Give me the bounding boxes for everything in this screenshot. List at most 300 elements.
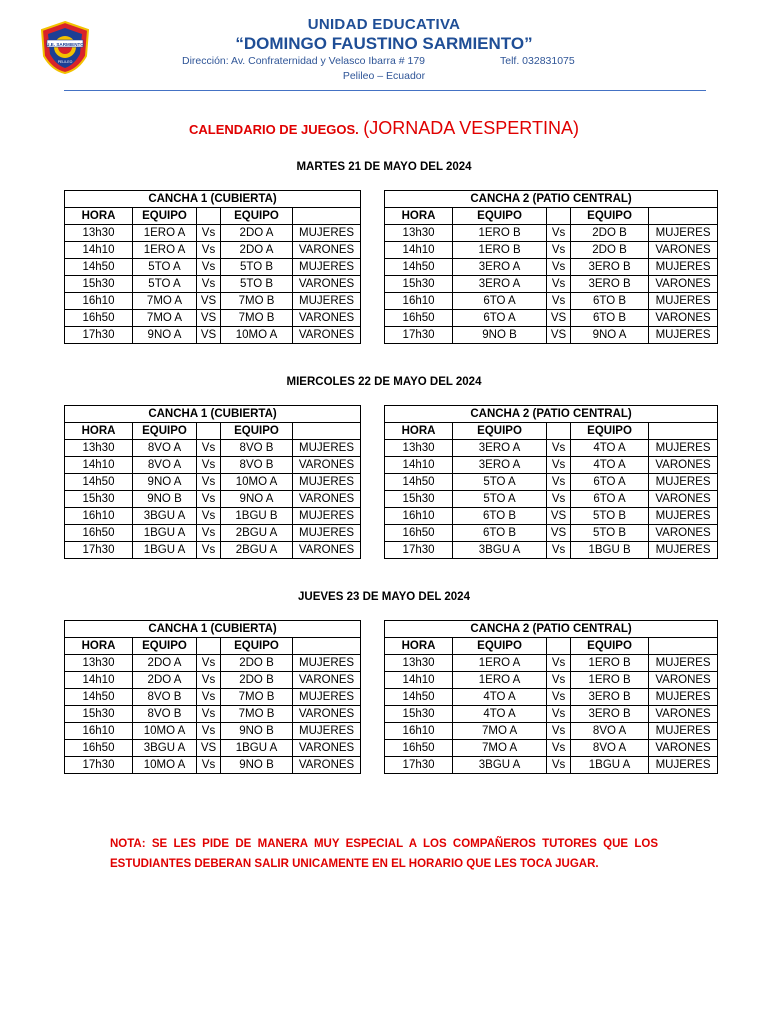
- empty-header: [197, 208, 221, 225]
- table-cell: MUJERES: [649, 259, 718, 276]
- table-cell: Vs: [197, 491, 221, 508]
- table-cell: MUJERES: [293, 225, 361, 242]
- table-cell: VS: [547, 310, 571, 327]
- table-cell: VARONES: [293, 276, 361, 293]
- table-cell: 1ERO A: [133, 242, 197, 259]
- table-cell: 17h30: [385, 327, 453, 344]
- table-cell: Vs: [197, 225, 221, 242]
- table-row: [65, 689, 718, 706]
- table-cell: MUJERES: [649, 655, 718, 672]
- table-cell: 3ERO B: [571, 276, 649, 293]
- spacer-cell: [361, 191, 385, 208]
- table-cell: 1BGU B: [571, 542, 649, 559]
- table-cell: Vs: [197, 706, 221, 723]
- table-cell: 13h30: [385, 655, 453, 672]
- table-row: [65, 757, 718, 774]
- table-cell: Vs: [547, 542, 571, 559]
- table-cell: 5TO B: [221, 276, 293, 293]
- table-cell: 7MO A: [133, 293, 197, 310]
- title-prefix: CALENDARIO DE JUEGOS.: [189, 122, 359, 137]
- cancha2-header: CANCHA 2 (PATIO CENTRAL): [385, 406, 718, 423]
- table-cell: MUJERES: [649, 293, 718, 310]
- table-cell: MUJERES: [649, 689, 718, 706]
- table-row: [65, 491, 718, 508]
- spacer-cell: [361, 327, 385, 344]
- spacer-cell: [361, 293, 385, 310]
- table-cell: 16h10: [385, 508, 453, 525]
- spacer-cell: [361, 525, 385, 542]
- cancha1-header: CANCHA 1 (CUBIERTA): [65, 191, 361, 208]
- table-row: [65, 672, 718, 689]
- table-cell: 9NO A: [221, 491, 293, 508]
- table-cell: Vs: [197, 689, 221, 706]
- document-title: [0, 118, 768, 139]
- table-cell: 1ERO A: [453, 655, 547, 672]
- table-cell: Vs: [197, 672, 221, 689]
- table-cell: 8VO A: [133, 440, 197, 457]
- note: NOTA: SE LES PIDE DE MANERA MUY ESPECIAL A LOS COMPAÑEROS TUTORES QUE LOS ESTUDIANTES DEBERAN SALIR UNICAMENTE EN EL HORARIO QUE LES TOCA JUGAR.: [110, 838, 658, 870]
- table-cell: Vs: [547, 655, 571, 672]
- table-row: [65, 293, 718, 310]
- table-cell: 15h30: [385, 491, 453, 508]
- table-cell: Vs: [197, 457, 221, 474]
- table-cell: 9NO B: [133, 491, 197, 508]
- table-cell: 17h30: [385, 757, 453, 774]
- table-cell: 4TO A: [453, 706, 547, 723]
- table-cell: 1BGU A: [571, 757, 649, 774]
- table-row: [65, 310, 718, 327]
- table-cell: 8VO A: [571, 723, 649, 740]
- empty-header: [293, 208, 361, 225]
- spacer-cell: [361, 225, 385, 242]
- school-address: Dirección: Av. Confraternidad y Velasco Ibarra # 179: [182, 55, 425, 67]
- table-cell: VARONES: [649, 740, 718, 757]
- table-row: [65, 525, 718, 542]
- table-cell: 3ERO A: [453, 259, 547, 276]
- table-cell: 6TO B: [453, 525, 547, 542]
- table-cell: 1ERO A: [453, 672, 547, 689]
- column-header: EQUIPO: [221, 638, 293, 655]
- table-cell: VARONES: [649, 491, 718, 508]
- table-cell: Vs: [547, 723, 571, 740]
- column-header: EQUIPO: [221, 208, 293, 225]
- table-cell: VS: [197, 293, 221, 310]
- table-cell: 15h30: [65, 276, 133, 293]
- spacer-cell: [361, 423, 385, 440]
- column-header: HORA: [385, 638, 453, 655]
- table-cell: 1ERO B: [571, 672, 649, 689]
- table-cell: 5TO B: [571, 508, 649, 525]
- table-row: [65, 276, 718, 293]
- spacer-cell: [361, 542, 385, 559]
- table-cell: VARONES: [293, 327, 361, 344]
- table-cell: 14h10: [65, 672, 133, 689]
- table-cell: 16h50: [65, 525, 133, 542]
- school-type: UNIDAD EDUCATIVA: [307, 16, 461, 33]
- table-cell: VARONES: [293, 740, 361, 757]
- table-header-row: [65, 191, 718, 208]
- table-cell: 1ERO B: [453, 225, 547, 242]
- table-cell: 6TO A: [453, 293, 547, 310]
- column-header: EQUIPO: [221, 423, 293, 440]
- column-header: EQUIPO: [133, 423, 197, 440]
- table-cell: 7MO A: [133, 310, 197, 327]
- table-column-row: [65, 208, 718, 225]
- empty-header: [197, 638, 221, 655]
- table-cell: 2DO A: [133, 655, 197, 672]
- table-row: [65, 655, 718, 672]
- table-cell: Vs: [197, 542, 221, 559]
- column-header: EQUIPO: [453, 423, 547, 440]
- table-row: [65, 242, 718, 259]
- table-cell: Vs: [197, 723, 221, 740]
- table-cell: MUJERES: [649, 508, 718, 525]
- spacer-cell: [361, 757, 385, 774]
- empty-header: [649, 638, 718, 655]
- table-cell: 13h30: [65, 225, 133, 242]
- table-cell: VARONES: [649, 242, 718, 259]
- school-name: “DOMINGO FAUSTINO SARMIENTO”: [235, 34, 533, 53]
- table-cell: 6TO B: [453, 508, 547, 525]
- table-cell: MUJERES: [293, 440, 361, 457]
- table-cell: Vs: [547, 672, 571, 689]
- table-cell: 13h30: [385, 440, 453, 457]
- table-cell: 2BGU A: [221, 525, 293, 542]
- table-cell: 14h10: [65, 242, 133, 259]
- spacer-cell: [361, 406, 385, 423]
- spacer-cell: [361, 655, 385, 672]
- spacer-cell: [361, 638, 385, 655]
- schedule-table: [64, 190, 718, 344]
- table-cell: 14h50: [385, 259, 453, 276]
- table-cell: VARONES: [649, 276, 718, 293]
- table-cell: 3ERO B: [571, 706, 649, 723]
- table-cell: 8VO B: [133, 706, 197, 723]
- table-cell: Vs: [197, 276, 221, 293]
- table-cell: 17h30: [65, 542, 133, 559]
- table-cell: VS: [547, 327, 571, 344]
- spacer-cell: [361, 689, 385, 706]
- table-cell: 17h30: [65, 757, 133, 774]
- table-cell: VS: [197, 310, 221, 327]
- spacer-cell: [361, 491, 385, 508]
- table-cell: VS: [197, 327, 221, 344]
- table-cell: 9NO A: [133, 327, 197, 344]
- spacer-cell: [361, 706, 385, 723]
- table-cell: MUJERES: [293, 259, 361, 276]
- table-cell: VARONES: [649, 672, 718, 689]
- crest-text: U.E. SARMIENTO: [46, 42, 84, 47]
- table-cell: MUJERES: [649, 474, 718, 491]
- table-cell: 16h50: [385, 740, 453, 757]
- table-cell: MUJERES: [649, 327, 718, 344]
- table-row: [65, 327, 718, 344]
- table-column-row: [65, 423, 718, 440]
- empty-header: [649, 208, 718, 225]
- table-cell: 2DO B: [571, 225, 649, 242]
- table-cell: Vs: [547, 276, 571, 293]
- table-cell: 16h10: [65, 508, 133, 525]
- table-cell: 3BGU A: [453, 542, 547, 559]
- table-cell: Vs: [197, 757, 221, 774]
- table-cell: 16h10: [385, 293, 453, 310]
- table-row: [65, 740, 718, 757]
- table-cell: 3ERO B: [571, 689, 649, 706]
- table-cell: VARONES: [293, 706, 361, 723]
- spacer-cell: [361, 259, 385, 276]
- table-cell: Vs: [547, 689, 571, 706]
- spacer-cell: [361, 457, 385, 474]
- empty-header: [547, 638, 571, 655]
- spacer-cell: [361, 672, 385, 689]
- table-cell: 1BGU A: [133, 542, 197, 559]
- table-cell: 2DO A: [221, 225, 293, 242]
- table-cell: 10MO A: [133, 757, 197, 774]
- table-cell: 16h10: [65, 723, 133, 740]
- table-cell: VARONES: [293, 542, 361, 559]
- table-cell: 1BGU A: [133, 525, 197, 542]
- table-cell: 5TO A: [133, 276, 197, 293]
- table-cell: VARONES: [293, 242, 361, 259]
- title-main: (JORNADA VESPERTINA): [363, 118, 579, 138]
- table-cell: VARONES: [649, 310, 718, 327]
- table-cell: MUJERES: [649, 225, 718, 242]
- table-cell: 15h30: [65, 491, 133, 508]
- table-cell: MUJERES: [293, 508, 361, 525]
- cancha2-header: CANCHA 2 (PATIO CENTRAL): [385, 621, 718, 638]
- table-cell: 10MO A: [221, 474, 293, 491]
- table-cell: 9NO A: [571, 327, 649, 344]
- table-cell: 2DO A: [221, 242, 293, 259]
- table-cell: 1BGU B: [221, 508, 293, 525]
- empty-header: [197, 423, 221, 440]
- table-cell: 7MO B: [221, 706, 293, 723]
- table-cell: Vs: [547, 491, 571, 508]
- table-cell: MUJERES: [293, 655, 361, 672]
- table-row: [65, 508, 718, 525]
- column-header: EQUIPO: [453, 638, 547, 655]
- cancha2-header: CANCHA 2 (PATIO CENTRAL): [385, 191, 718, 208]
- table-cell: 1BGU A: [221, 740, 293, 757]
- table-cell: 3ERO B: [571, 259, 649, 276]
- spacer-cell: [361, 621, 385, 638]
- table-cell: 1ERO A: [133, 225, 197, 242]
- cancha1-header: CANCHA 1 (CUBIERTA): [65, 621, 361, 638]
- spacer-cell: [361, 740, 385, 757]
- table-cell: 7MO B: [221, 293, 293, 310]
- table-cell: VARONES: [293, 672, 361, 689]
- table-cell: Vs: [197, 525, 221, 542]
- table-cell: Vs: [197, 508, 221, 525]
- table-cell: Vs: [547, 706, 571, 723]
- table-cell: VARONES: [649, 525, 718, 542]
- table-cell: Vs: [197, 242, 221, 259]
- table-cell: 7MO B: [221, 310, 293, 327]
- column-header: HORA: [65, 208, 133, 225]
- table-cell: Vs: [547, 474, 571, 491]
- table-row: [65, 225, 718, 242]
- table-row: [65, 457, 718, 474]
- cancha1-header: CANCHA 1 (CUBIERTA): [65, 406, 361, 423]
- table-cell: Vs: [547, 242, 571, 259]
- spacer-cell: [361, 474, 385, 491]
- spacer-cell: [361, 440, 385, 457]
- table-cell: VARONES: [649, 457, 718, 474]
- table-cell: 10MO A: [221, 327, 293, 344]
- table-cell: 16h50: [65, 740, 133, 757]
- table-cell: 16h10: [65, 293, 133, 310]
- table-cell: 16h10: [385, 723, 453, 740]
- table-cell: 2BGU A: [221, 542, 293, 559]
- table-cell: 9NO A: [133, 474, 197, 491]
- table-cell: MUJERES: [649, 542, 718, 559]
- table-cell: 3BGU A: [453, 757, 547, 774]
- table-cell: 6TO A: [453, 310, 547, 327]
- spacer-cell: [361, 276, 385, 293]
- table-cell: 13h30: [65, 655, 133, 672]
- table-cell: 13h30: [385, 225, 453, 242]
- column-header: HORA: [65, 423, 133, 440]
- table-cell: Vs: [197, 655, 221, 672]
- table-cell: VARONES: [293, 491, 361, 508]
- table-header-row: [65, 621, 718, 638]
- table-cell: Vs: [547, 457, 571, 474]
- table-row: [65, 440, 718, 457]
- table-row: [65, 706, 718, 723]
- table-cell: MUJERES: [293, 525, 361, 542]
- column-header: EQUIPO: [453, 208, 547, 225]
- table-cell: 14h50: [65, 474, 133, 491]
- table-cell: MUJERES: [649, 440, 718, 457]
- table-cell: 9NO B: [453, 327, 547, 344]
- table-cell: 16h50: [385, 310, 453, 327]
- table-cell: VARONES: [293, 310, 361, 327]
- table-cell: 14h10: [385, 242, 453, 259]
- table-cell: 6TO B: [571, 293, 649, 310]
- table-cell: 15h30: [385, 276, 453, 293]
- table-cell: 17h30: [385, 542, 453, 559]
- table-cell: VARONES: [649, 706, 718, 723]
- table-cell: 14h10: [385, 672, 453, 689]
- column-header: EQUIPO: [571, 638, 649, 655]
- table-cell: MUJERES: [293, 293, 361, 310]
- school-city: Pelileo – Ecuador: [342, 70, 426, 82]
- table-cell: 15h30: [385, 706, 453, 723]
- table-cell: 3BGU A: [133, 508, 197, 525]
- table-cell: 5TO B: [571, 525, 649, 542]
- table-row: [65, 542, 718, 559]
- table-cell: 1ERO B: [453, 242, 547, 259]
- column-header: HORA: [65, 638, 133, 655]
- table-cell: 4TO A: [571, 440, 649, 457]
- letterhead: [0, 0, 768, 100]
- table-cell: Vs: [547, 293, 571, 310]
- table-cell: 8VO B: [133, 689, 197, 706]
- spacer-cell: [361, 310, 385, 327]
- table-cell: 3ERO A: [453, 276, 547, 293]
- table-cell: 14h50: [65, 259, 133, 276]
- schedule-table: [64, 405, 718, 559]
- table-cell: 15h30: [65, 706, 133, 723]
- column-header: HORA: [385, 208, 453, 225]
- table-cell: 9NO B: [221, 723, 293, 740]
- table-cell: 7MO A: [453, 740, 547, 757]
- table-cell: 4TO A: [453, 689, 547, 706]
- table-cell: 6TO B: [571, 310, 649, 327]
- table-row: [65, 723, 718, 740]
- table-cell: Vs: [547, 757, 571, 774]
- table-cell: MUJERES: [293, 723, 361, 740]
- table-cell: VARONES: [293, 757, 361, 774]
- table-cell: 3ERO A: [453, 457, 547, 474]
- table-cell: 3ERO A: [453, 440, 547, 457]
- table-cell: 8VO A: [133, 457, 197, 474]
- table-cell: 5TO A: [453, 474, 547, 491]
- column-header: EQUIPO: [571, 208, 649, 225]
- column-header: EQUIPO: [133, 208, 197, 225]
- spacer-cell: [361, 723, 385, 740]
- empty-header: [547, 208, 571, 225]
- table-cell: 14h10: [385, 457, 453, 474]
- spacer-cell: [361, 242, 385, 259]
- school-phone: Telf. 032831075: [500, 55, 575, 67]
- table-cell: MUJERES: [649, 723, 718, 740]
- table-cell: Vs: [547, 740, 571, 757]
- table-cell: 2DO B: [571, 242, 649, 259]
- crest-small-text: PELILEO: [57, 60, 73, 64]
- table-cell: MUJERES: [649, 757, 718, 774]
- empty-header: [547, 423, 571, 440]
- table-cell: MUJERES: [293, 474, 361, 491]
- table-cell: 14h50: [385, 689, 453, 706]
- table-cell: 1ERO B: [571, 655, 649, 672]
- table-cell: 5TO A: [133, 259, 197, 276]
- table-cell: 7MO A: [453, 723, 547, 740]
- table-cell: 8VO B: [221, 457, 293, 474]
- table-row: [65, 259, 718, 276]
- table-cell: 14h50: [65, 689, 133, 706]
- table-cell: 9NO B: [221, 757, 293, 774]
- day-title: MARTES 21 DE MAYO DEL 2024: [296, 161, 472, 173]
- table-cell: 2DO B: [221, 672, 293, 689]
- table-cell: VARONES: [293, 457, 361, 474]
- table-cell: 17h30: [65, 327, 133, 344]
- table-cell: 7MO B: [221, 689, 293, 706]
- table-cell: 5TO A: [453, 491, 547, 508]
- table-cell: 4TO A: [571, 457, 649, 474]
- table-cell: Vs: [547, 259, 571, 276]
- table-cell: VS: [547, 525, 571, 542]
- spacer-cell: [361, 508, 385, 525]
- table-cell: Vs: [197, 259, 221, 276]
- day-title: MIERCOLES 22 DE MAYO DEL 2024: [286, 376, 482, 388]
- table-cell: 10MO A: [133, 723, 197, 740]
- table-column-row: [65, 638, 718, 655]
- spacer-cell: [361, 208, 385, 225]
- day-title: JUEVES 23 DE MAYO DEL 2024: [298, 591, 470, 603]
- empty-header: [293, 638, 361, 655]
- empty-header: [649, 423, 718, 440]
- table-header-row: [65, 406, 718, 423]
- table-cell: 8VO A: [571, 740, 649, 757]
- column-header: EQUIPO: [133, 638, 197, 655]
- table-cell: 5TO B: [221, 259, 293, 276]
- table-cell: 2DO B: [221, 655, 293, 672]
- header-divider: [64, 90, 706, 91]
- table-cell: VS: [547, 508, 571, 525]
- table-cell: 16h50: [385, 525, 453, 542]
- table-cell: 16h50: [65, 310, 133, 327]
